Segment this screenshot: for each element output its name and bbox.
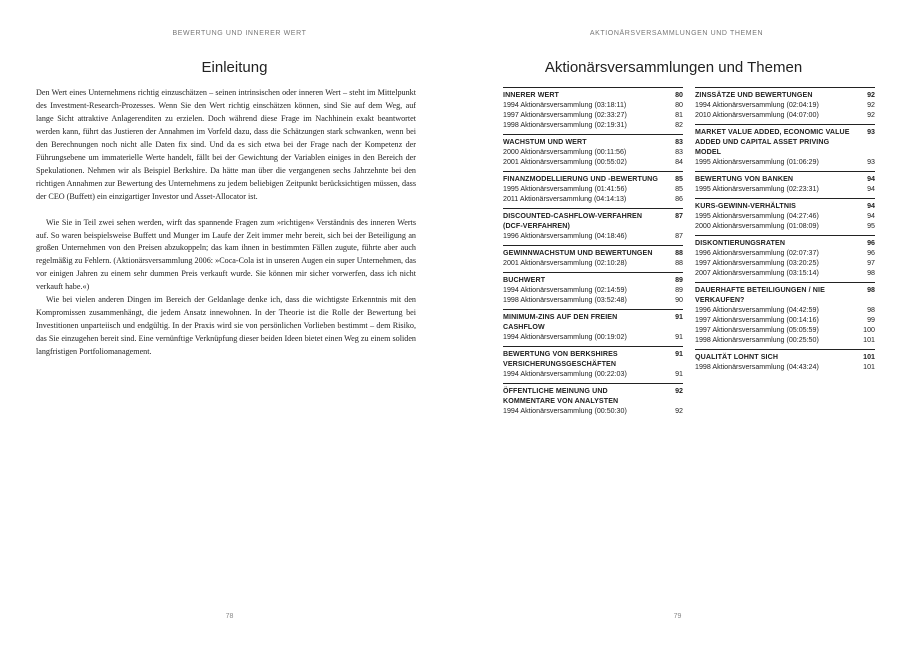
- index-entry-label: 2000 Aktionärsversammlung (01:08:09): [695, 222, 819, 230]
- index-entry-label: 1995 Aktionärsversammlung (01:06:29): [695, 158, 819, 166]
- index-section-header: [695, 201, 875, 211]
- index-entry: [503, 110, 683, 120]
- index-section-title: ZINSSÄTZE UND BEWERTUNGEN: [695, 91, 813, 99]
- index-section-header: [503, 90, 683, 100]
- index-entry-label: 2010 Aktionärsversammlung (04:07:00): [695, 111, 819, 119]
- index-entry: [503, 120, 683, 130]
- index-section-header: [503, 312, 683, 332]
- index-entry: [695, 305, 875, 315]
- running-head-right: AKTIONÄRSVERSAMMLUNGEN UND THEMEN: [589, 30, 764, 37]
- index-entry-label: 1995 Aktionärsversammlung (01:41:56): [503, 185, 627, 193]
- index-section: [503, 245, 683, 268]
- index-entry-page: 98: [867, 269, 875, 277]
- index-entry-page: 98: [867, 306, 875, 314]
- index-entry-label: 1998 Aktionärsversammlung (04:43:24): [695, 363, 819, 371]
- chapter-title: Einleitung: [201, 59, 268, 76]
- index-entry-label: 1995 Aktionärsversammlung (02:23:31): [695, 185, 819, 193]
- index-entry-page: 95: [867, 222, 875, 230]
- index-section-header: [695, 238, 875, 248]
- index-section-header: [695, 352, 875, 362]
- right-page: [459, 0, 918, 648]
- index-section-page: 101: [863, 353, 875, 361]
- index-section-title: GEWINNWACHSTUM UND BEWERTUNGEN: [503, 249, 653, 257]
- index-section-title: MARKET VALUE ADDED, ECONOMIC VALUE ADDED UND CAPITAL ASSET PRIVING MODEL: [695, 128, 850, 156]
- index-entry: [695, 325, 875, 335]
- index-entry-label: 1996 Aktionärsversammlung (04:18:46): [503, 232, 627, 240]
- index-entry-page: 97: [867, 259, 875, 267]
- index-entry-label: 1998 Aktionärsversammlung (02:19:31): [503, 121, 627, 129]
- index-section-page: 89: [675, 276, 683, 284]
- index-entry-page: 92: [867, 111, 875, 119]
- index-column-right: [695, 87, 875, 376]
- page-number-left: 78: [225, 613, 234, 620]
- index-section-header: [503, 275, 683, 285]
- index-entry-label: 1998 Aktionärsversammlung (03:52:48): [503, 296, 627, 304]
- index-entry-label: 2001 Aktionärsversammlung (00:55:02): [503, 158, 627, 166]
- index-entry-page: 88: [675, 259, 683, 267]
- index-entry: [503, 285, 683, 295]
- index-section-page: 85: [675, 175, 683, 183]
- index-entry: [695, 184, 875, 194]
- index-entry: [695, 221, 875, 231]
- index-section-page: 96: [867, 239, 875, 247]
- index-entry-label: 1996 Aktionärsversammlung (04:42:59): [695, 306, 819, 314]
- index-entry: [695, 248, 875, 258]
- index-entry: [695, 211, 875, 221]
- index-entry-page: 92: [867, 101, 875, 109]
- index-section-page: 94: [867, 202, 875, 210]
- index-section: [503, 309, 683, 342]
- index-entry: [695, 335, 875, 345]
- paragraph: Den Wert eines Unternehmens richtig einzuschätzen – seinen intrinsischen oder inneren Wert – steht im Mittelpunkt des Investment-Research-Prozesses. Wenn Sie den Wert richtig einschätzen können, sind Sie auf dem Weg, auf lange Sicht attraktive Anlagerenditen zu erzielen. Doch während diese Frage im Nachhinein exakt beantwortet werden kann, führt das Justieren der Annahmen im Vorfeld dazu, dass die Schätzungen stark schwanken, wenn bei den Berechnungen noch nicht alle Daten fix sind. Und da es sich etwa bei der Frage nach der Kompetenz der Führungsebene um immaterielle Werte handelt, fällt bei der Gewichtung der Variablen einiges in den Bereich der Spekulationen. Nehmen wir als Beispiel Berkshire. Da hätte man über die vergangenen sechs Jahrzehnte bei den richtigen Annahmen zur Bewertung des Unternehmens zu jedem beliebigen Zeitpunkt berücksichtigen müssen, dass der CEO (Buffett) ein einzigartiger Investor und Asset-Allocator ist.: [36, 88, 416, 201]
- index-entry-page: 82: [675, 121, 683, 129]
- index-section-title: BEWERTUNG VON BANKEN: [695, 175, 794, 183]
- index-section-header: [503, 349, 683, 369]
- index-entry-page: 87: [675, 232, 683, 240]
- index-section: [695, 124, 875, 167]
- body-text: [36, 87, 416, 359]
- index-entry: [503, 332, 683, 342]
- index-section-page: 83: [675, 138, 683, 146]
- index-section: [695, 87, 875, 120]
- index-entry: [503, 231, 683, 241]
- index-section-header: [695, 127, 875, 157]
- index-section: [503, 272, 683, 305]
- index-entry-label: 1994 Aktionärsversammlung (00:50:30): [503, 407, 627, 415]
- index-section-page: 88: [675, 249, 683, 257]
- index-entry-page: 92: [675, 407, 683, 415]
- index-section-title: BEWERTUNG VON BERKSHIRES VERSICHERUNGSGESCHÄFTEN: [503, 350, 618, 368]
- index-entry: [503, 406, 683, 416]
- index-section-title: MINIMUM-ZINS AUF DEN FREIEN CASHFLOW: [503, 313, 618, 331]
- paragraph: Wie bei vielen anderen Dingen im Bereich der Geldanlage denke ich, dass die wichtigste Erkenntnis mit den Kompromissen zusammenhängt, die jedem Ansatz innewohnen. In der Theorie ist die Rolle der Bewertung bei Investitionen unparteiisch und endgültig. In der Praxis wird sie von persönlichen Vorlieben bestimmt – dem Risiko, das Sie einzugehen bereit sind. Eine vernünftige Verknüpfung dieser beiden Ideen bietet einen Weg zu einem soliden langfristigen Portfoliomanagement.: [36, 295, 416, 357]
- index-section-page: 91: [675, 350, 683, 358]
- index-entry-label: 1994 Aktionärsversammlung (03:18:11): [503, 101, 627, 109]
- index-section: [503, 171, 683, 204]
- index-entry-label: 1997 Aktionärsversammlung (02:33:27): [503, 111, 627, 119]
- index-entry-page: 94: [867, 212, 875, 220]
- index-entry-page: 84: [675, 158, 683, 166]
- index-entry-page: 89: [675, 286, 683, 294]
- index-entry-label: 1994 Aktionärsversammlung (00:22:03): [503, 370, 627, 378]
- index-section: [503, 87, 683, 130]
- index-section-title: QUALITÄT LOHNT SICH: [695, 353, 779, 361]
- index-entry-label: 1994 Aktionärsversammlung (00:19:02): [503, 333, 627, 341]
- index-entry-label: 1998 Aktionärsversammlung (00:25:50): [695, 336, 819, 344]
- index-entry: [503, 157, 683, 167]
- index-entry: [503, 295, 683, 305]
- index-entry: [503, 100, 683, 110]
- index-section-title: DISCOUNTED-CASHFLOW-VERFAHREN (DCF-VERFAHREN): [503, 212, 643, 230]
- index-section: [503, 346, 683, 379]
- page-number-right: 79: [673, 613, 682, 620]
- index-entry: [695, 100, 875, 110]
- index-section-title: DISKONTIERUNGSRATEN: [695, 239, 786, 247]
- index-section-title: ÖFFENTLICHE MEINUNG UND KOMMENTARE VON ANALYSTEN: [503, 387, 619, 405]
- index-entry-label: 2001 Aktionärsversammlung (02:10:28): [503, 259, 627, 267]
- index-entry: [503, 194, 683, 204]
- running-head-left: BEWERTUNG UND INNERER WERT: [172, 30, 307, 37]
- index-entry: [695, 258, 875, 268]
- index-section-header: [503, 174, 683, 184]
- index-entry: [695, 110, 875, 120]
- index-entry-label: 1997 Aktionärsversammlung (05:05:59): [695, 326, 819, 334]
- index-entry-page: 91: [675, 333, 683, 341]
- index-entry-page: 101: [863, 336, 875, 344]
- index-entry-label: 1997 Aktionärsversammlung (03:20:25): [695, 259, 819, 267]
- index-entry-label: 1995 Aktionärsversammlung (04:27:46): [695, 212, 819, 220]
- index-entry-page: 86: [675, 195, 683, 203]
- index-section-header: [695, 285, 875, 305]
- index-section-title: FINANZMODELLIERUNG UND -BEWERTUNG: [503, 175, 659, 183]
- index-section-page: 93: [867, 128, 875, 136]
- index-section-page: 94: [867, 175, 875, 183]
- index-section-page: 98: [867, 286, 875, 294]
- index-entry: [503, 258, 683, 268]
- index-entry-label: 2007 Aktionärsversammlung (03:15:14): [695, 269, 819, 277]
- index-section-header: [503, 248, 683, 258]
- index-section: [503, 208, 683, 241]
- index-entry-page: 80: [675, 101, 683, 109]
- index-entry: [503, 184, 683, 194]
- index-title: Aktionärsversammlungen und Themen: [544, 59, 803, 76]
- index-section: [695, 198, 875, 231]
- index-section-title: INNERER WERT: [503, 91, 559, 99]
- index-section-header: [695, 174, 875, 184]
- index-entry: [503, 147, 683, 157]
- index-entry-page: 99: [867, 316, 875, 324]
- index-section: [695, 171, 875, 194]
- index-section-page: 80: [675, 91, 683, 99]
- index-entry-label: 2011 Aktionärsversammlung (04:14:13): [503, 195, 627, 203]
- index-entry-label: 1996 Aktionärsversammlung (02:07:37): [695, 249, 819, 257]
- index-section-page: 91: [675, 313, 683, 321]
- index-entry-page: 100: [863, 326, 875, 334]
- index-entry-page: 90: [675, 296, 683, 304]
- index-entry-page: 96: [867, 249, 875, 257]
- index-section: [503, 134, 683, 167]
- index-section-header: [503, 211, 683, 231]
- index-section: [695, 282, 875, 345]
- index-section: [695, 235, 875, 278]
- index-entry-label: 2000 Aktionärsversammlung (00:11:56): [503, 148, 627, 156]
- index-entry-page: 83: [675, 148, 683, 156]
- index-section: [503, 383, 683, 416]
- index-entry-label: 1994 Aktionärsversammlung (02:14:59): [503, 286, 627, 294]
- index-entry: [695, 315, 875, 325]
- index-entry-page: 81: [675, 111, 683, 119]
- index-entry: [695, 268, 875, 278]
- index-section-header: [503, 137, 683, 147]
- index-entry-label: 1997 Aktionärsversammlung (00:14:16): [695, 316, 819, 324]
- index-entry: [503, 369, 683, 379]
- index-section: [695, 349, 875, 372]
- index-entry-page: 93: [867, 158, 875, 166]
- index-entry-page: 94: [867, 185, 875, 193]
- index-section-page: 92: [867, 91, 875, 99]
- index-section-title: KURS-GEWINN-VERHÄLTNIS: [695, 202, 796, 210]
- index-section-page: 87: [675, 212, 683, 220]
- index-column-left: [503, 87, 683, 420]
- index-section-header: [695, 90, 875, 100]
- index-section-title: DAUERHAFTE BETEILIGUNGEN / NIE VERKAUFEN?: [695, 286, 825, 304]
- index-section-page: 92: [675, 387, 683, 395]
- index-section-title: BUCHWERT: [503, 276, 546, 284]
- index-section-header: [503, 386, 683, 406]
- index-entry-label: 1994 Aktionärsversammlung (02:04:19): [695, 101, 819, 109]
- index-entry-page: 91: [675, 370, 683, 378]
- index-entry: [695, 362, 875, 372]
- index-entry-page: 101: [863, 363, 875, 371]
- index-section-title: WACHSTUM UND WERT: [503, 138, 587, 146]
- paragraph: Wie Sie in Teil zwei sehen werden, wirft das spannende Fragen zum »richtigen« Verständnis des inneren Werts auf. So waren beispielsweise Buffett und Munger im Laufe der Zeit immer mehr bereit, sich bei der Beteiligung an großen Unternehmen von den Preisen abzukoppeln; das kam ihnen in bestimmten Fällen zugute, führte aber auch regelmäßig zu Fehlern. (Aktionärsversammlung 2006: »Coca-Cola ist in unseren Augen ein super Unternehmen, das vor einigen Jahren zu einem sehr dummen Preis verkauft wurde. Sie können mir sicher vorwerfen, dass ich nicht verkauft habe.«): [36, 217, 416, 292]
- index-entry: [695, 157, 875, 167]
- index-entry-page: 85: [675, 185, 683, 193]
